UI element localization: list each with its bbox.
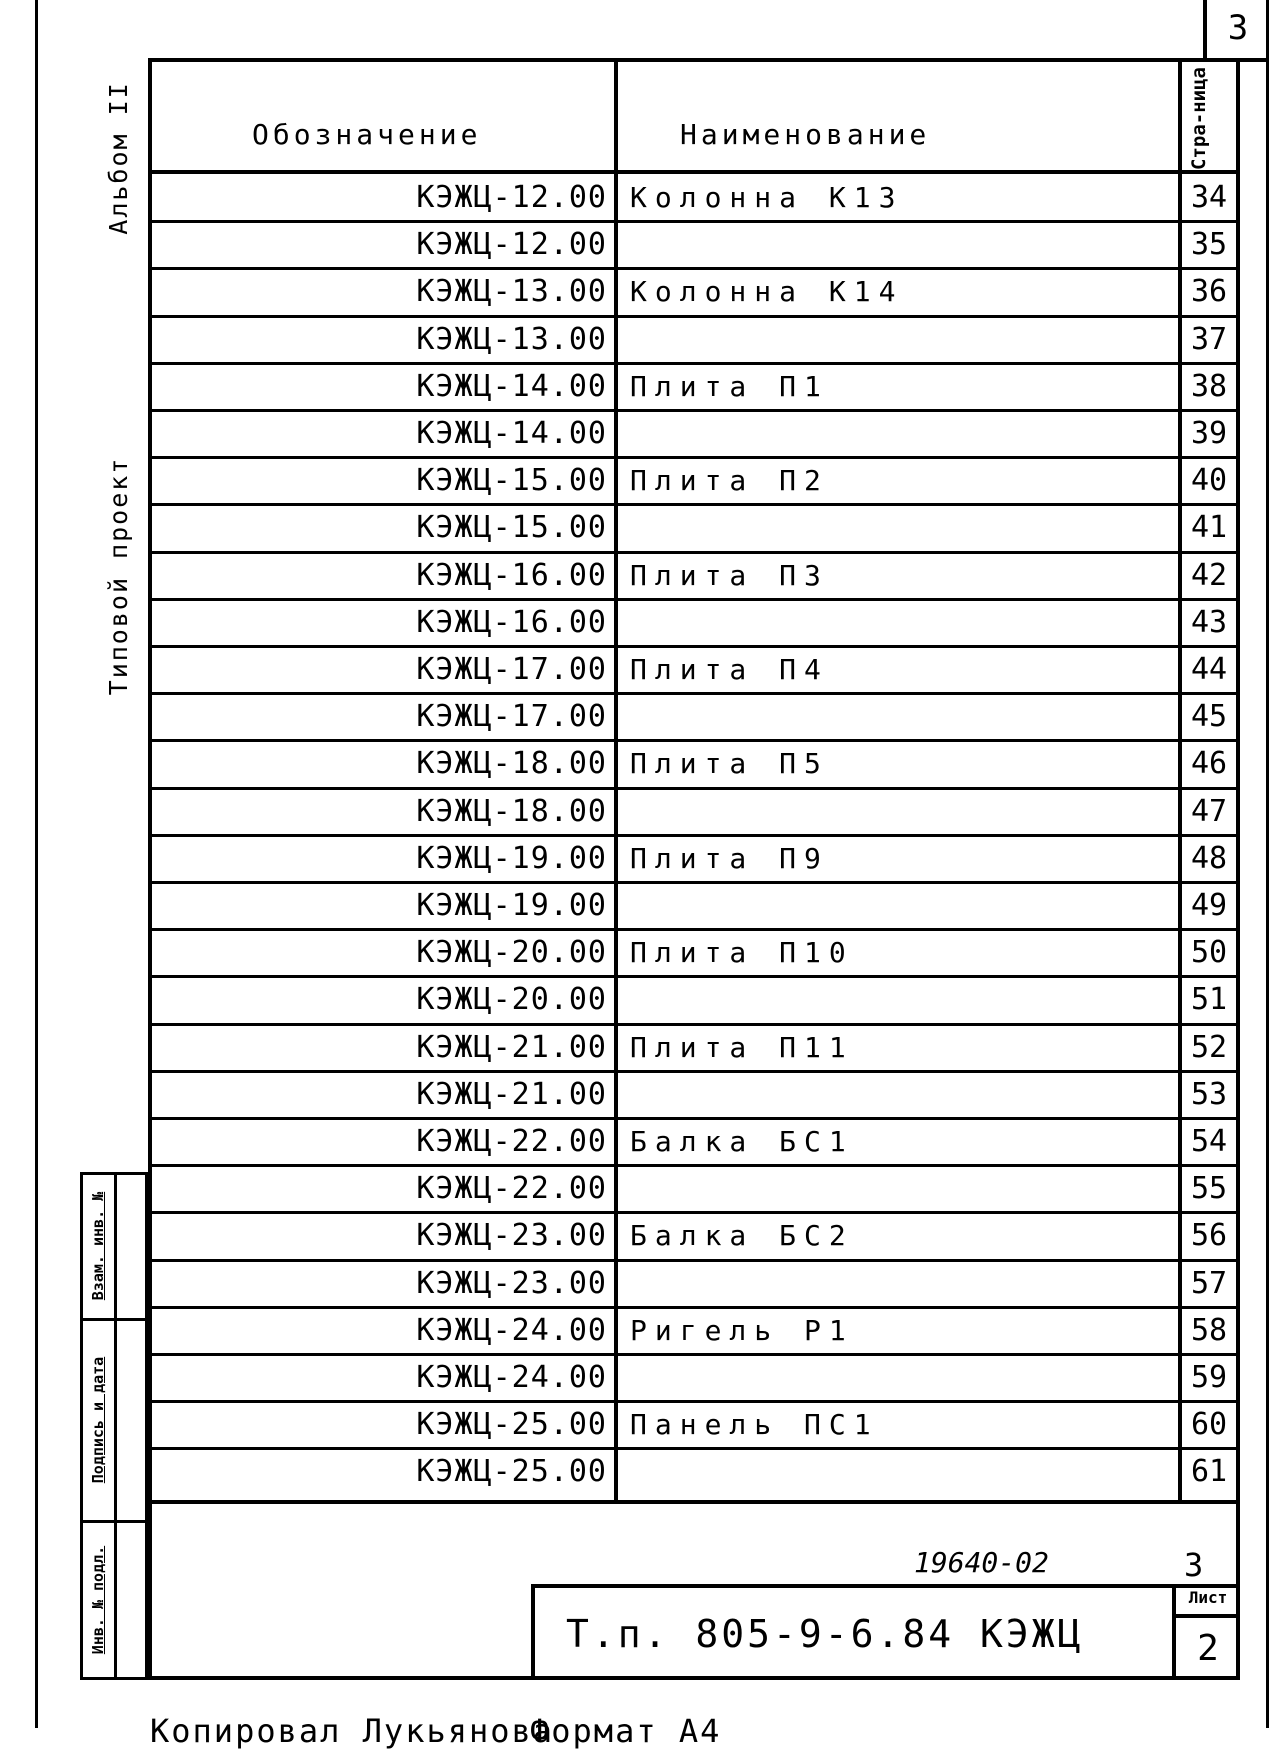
stamp-inventory-label: Инв. № подл. xyxy=(89,1545,107,1655)
row-name: Плита П2 xyxy=(630,464,829,498)
row-page: 58 xyxy=(1190,1312,1228,1348)
row-divider xyxy=(148,267,1240,270)
row-code: КЭЖЦ-16.00 xyxy=(416,557,607,593)
row-name xyxy=(630,795,1170,833)
row-code: КЭЖЦ-18.00 xyxy=(416,793,607,829)
copied-by: Копировал Лукьянова xyxy=(150,1712,555,1750)
row-code: КЭЖЦ-15.00 xyxy=(416,463,607,499)
header-name: Наименование xyxy=(680,118,931,151)
row-code: КЭЖЦ-24.00 xyxy=(416,1312,607,1348)
doc-number: 19640-02 xyxy=(914,1546,1049,1579)
row-divider xyxy=(148,503,1240,506)
stamp-interchange-label: Взам. инв. № xyxy=(89,1191,107,1301)
row-code: КЭЖЦ-16.00 xyxy=(416,604,607,640)
row-page: 45 xyxy=(1190,699,1228,735)
album-label: Альбом II xyxy=(104,81,133,235)
project-label: Типовой проект xyxy=(104,456,133,696)
row-page: 51 xyxy=(1190,982,1228,1018)
row-divider xyxy=(148,598,1240,601)
row-code: КЭЖЦ-23.00 xyxy=(416,1218,607,1254)
format-note: Формат А4 xyxy=(530,1712,722,1750)
row-page: 53 xyxy=(1190,1076,1228,1112)
row-name: Плита П3 xyxy=(630,558,829,592)
row-name xyxy=(630,1172,1170,1210)
row-code: КЭЖЦ-23.00 xyxy=(416,1265,607,1301)
row-name: Плита П9 xyxy=(630,841,829,875)
row-name xyxy=(630,323,1170,361)
stamp-divider xyxy=(114,1172,117,1680)
row-name xyxy=(630,983,1170,1021)
row-divider xyxy=(148,787,1240,790)
row-page: 37 xyxy=(1190,321,1228,357)
column-divider xyxy=(614,58,618,1502)
row-divider xyxy=(148,220,1240,223)
sheet-label: Лист xyxy=(1188,1588,1228,1607)
row-name: Колонна К13 xyxy=(630,181,904,214)
row-name xyxy=(630,889,1170,927)
sheet-number: 2 xyxy=(1197,1628,1219,1669)
row-name xyxy=(630,1455,1170,1493)
row-code: КЭЖЦ-21.00 xyxy=(416,1029,607,1065)
row-code: КЭЖЦ-14.00 xyxy=(416,368,607,404)
row-name xyxy=(630,700,1170,738)
row-page: 48 xyxy=(1190,840,1228,876)
row-name xyxy=(630,1267,1170,1305)
row-name: Балка БС2 xyxy=(630,1219,854,1253)
row-name: Ригель Р1 xyxy=(630,1313,854,1347)
row-name: Плита П11 xyxy=(630,1030,854,1064)
row-code: КЭЖЦ-12.00 xyxy=(416,227,607,263)
row-name: Колонна К14 xyxy=(630,275,904,309)
row-page: 59 xyxy=(1190,1360,1228,1395)
row-code: КЭЖЦ-24.00 xyxy=(416,1360,607,1395)
row-divider xyxy=(148,456,1240,459)
row-code: КЭЖЦ-13.00 xyxy=(416,274,607,310)
row-page: 34 xyxy=(1190,180,1228,215)
row-divider xyxy=(148,692,1240,695)
row-name: Плита П5 xyxy=(630,747,829,781)
row-name: Панель ПС1 xyxy=(630,1408,879,1442)
row-code: КЭЖЦ-17.00 xyxy=(416,652,607,687)
row-page: 52 xyxy=(1190,1029,1228,1065)
row-divider xyxy=(148,881,1240,884)
row-code: КЭЖЦ-20.00 xyxy=(416,982,607,1018)
row-page: 57 xyxy=(1190,1265,1228,1301)
row-code: КЭЖЦ-15.00 xyxy=(416,510,607,546)
row-divider xyxy=(148,1117,1240,1120)
row-page: 60 xyxy=(1190,1407,1228,1443)
row-page: 38 xyxy=(1190,368,1228,404)
row-name: Балка БС1 xyxy=(630,1125,854,1158)
row-code: КЭЖЦ-19.00 xyxy=(416,888,607,923)
row-divider xyxy=(148,315,1240,318)
row-page: 36 xyxy=(1190,274,1228,310)
row-name xyxy=(630,606,1170,644)
row-divider xyxy=(148,1211,1240,1214)
row-divider xyxy=(148,1164,1240,1167)
header-page: Стра-ница xyxy=(1188,67,1210,170)
row-name xyxy=(630,511,1170,549)
row-name xyxy=(630,228,1170,266)
row-page: 47 xyxy=(1190,793,1228,829)
row-name: Плита П10 xyxy=(630,936,854,970)
row-divider xyxy=(148,928,1240,931)
row-name xyxy=(630,417,1170,455)
row-page: 61 xyxy=(1190,1454,1228,1490)
row-page: 55 xyxy=(1190,1171,1228,1207)
row-page: 39 xyxy=(1190,416,1228,451)
header-divider xyxy=(148,170,1240,174)
row-code: КЭЖЦ-21.00 xyxy=(416,1076,607,1112)
row-page: 43 xyxy=(1190,604,1228,640)
doc-sheet: 3 xyxy=(1184,1546,1204,1584)
page-number: 3 xyxy=(1227,8,1249,48)
row-code: КЭЖЦ-25.00 xyxy=(416,1454,607,1490)
row-divider xyxy=(148,551,1240,554)
row-page: 50 xyxy=(1190,935,1228,971)
row-code: КЭЖЦ-13.00 xyxy=(416,321,607,357)
row-page: 42 xyxy=(1190,557,1228,593)
row-page: 56 xyxy=(1190,1218,1228,1254)
row-divider xyxy=(148,975,1240,978)
header-designation: Обозначение xyxy=(252,118,482,151)
row-name xyxy=(630,1361,1170,1399)
row-page: 41 xyxy=(1190,510,1228,546)
row-divider xyxy=(148,1353,1240,1356)
sheet-divider xyxy=(1172,1584,1176,1680)
row-page: 54 xyxy=(1190,1124,1228,1159)
row-divider xyxy=(148,1070,1240,1073)
row-code: КЭЖЦ-12.00 xyxy=(416,180,607,215)
title-text: Т.п. 805-9-6.84 КЭЖЦ xyxy=(566,1612,1084,1656)
row-divider xyxy=(148,409,1240,412)
row-code: КЭЖЦ-17.00 xyxy=(416,699,607,735)
row-name: Плита П1 xyxy=(630,369,829,403)
row-code: КЭЖЦ-25.00 xyxy=(416,1407,607,1443)
row-page: 35 xyxy=(1190,227,1228,263)
row-divider xyxy=(148,1400,1240,1403)
row-divider xyxy=(148,1447,1240,1450)
row-code: КЭЖЦ-20.00 xyxy=(416,935,607,971)
row-code: КЭЖЦ-18.00 xyxy=(416,746,607,782)
row-page: 46 xyxy=(1190,746,1228,782)
row-code: КЭЖЦ-19.00 xyxy=(416,840,607,876)
stamp-signature-label: Подпись и дата xyxy=(89,1356,107,1484)
row-name: Плита П4 xyxy=(630,653,829,686)
table-bottom-line xyxy=(148,1500,1240,1504)
row-code: КЭЖЦ-22.00 xyxy=(416,1171,607,1207)
row-code: КЭЖЦ-22.00 xyxy=(416,1124,607,1159)
row-code: КЭЖЦ-14.00 xyxy=(416,416,607,451)
row-page: 49 xyxy=(1190,888,1228,923)
row-page: 44 xyxy=(1190,652,1228,687)
row-divider xyxy=(148,645,1240,648)
row-divider xyxy=(148,834,1240,837)
row-divider xyxy=(148,1259,1240,1262)
row-name xyxy=(630,1078,1170,1116)
row-divider xyxy=(148,1306,1240,1309)
row-divider xyxy=(148,739,1240,742)
row-page: 40 xyxy=(1190,463,1228,499)
row-divider xyxy=(148,362,1240,365)
row-divider xyxy=(148,1023,1240,1026)
